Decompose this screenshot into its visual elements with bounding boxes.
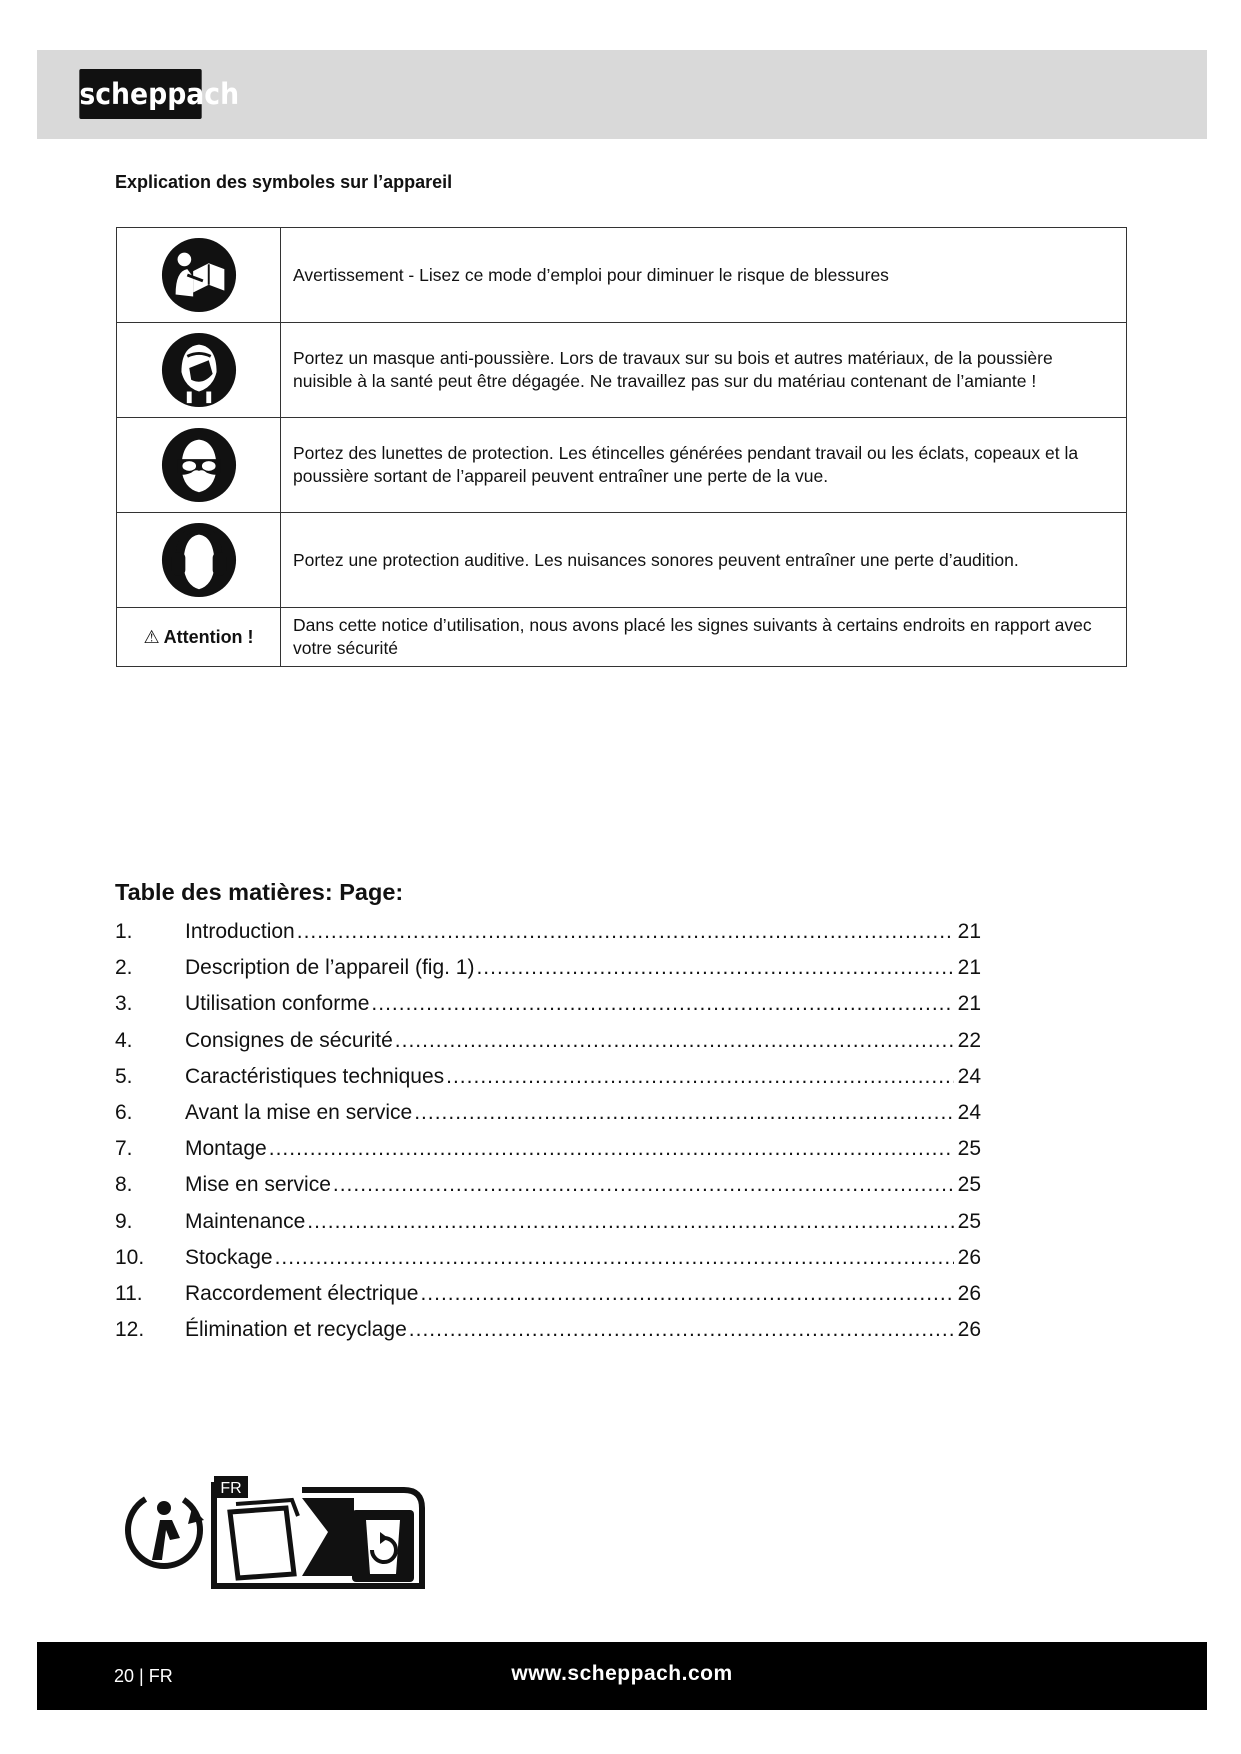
triman-recycling-icon [122, 1468, 432, 1593]
toc-entry-title: Élimination et recyclage [185, 1318, 407, 1342]
toc-entry-title: Maintenance [185, 1209, 306, 1233]
symbol-icon-cell [117, 418, 281, 513]
toc-entry[interactable] [115, 1167, 981, 1203]
website-link[interactable]: www.scheppach.com [511, 1662, 733, 1685]
symbol-description: Portez des lunettes de protection. Les étincelles générées pendant travail ou les éclats, copeaux et la poussière sortant de l’appareil peuvent entraîner une perte de la vue. [281, 418, 1127, 513]
toc-page-number: 24 [957, 1100, 981, 1124]
symbol-row [117, 513, 1127, 608]
attention-description: Dans cette notice d’utilisation, nous avons placé les signes suivants à certains endroits en rapport avec votre sécurité [281, 608, 1127, 667]
toc-page-number: 21 [957, 920, 981, 943]
symbol-description: Portez un masque anti-poussière. Lors de travaux sur su bois et autres matériaux, de la poussière nuisible à la santé peut être dégagée. Ne travaillez pas sur du matériau contenant de l’amiante ! [281, 323, 1127, 418]
toc-number: 2. [115, 956, 133, 980]
toc-leader-dots [333, 1167, 954, 1203]
symbol-icon-cell [117, 228, 281, 323]
symbols-table [116, 227, 1127, 667]
toc-page-number: 25 [957, 1137, 981, 1161]
toc-entry-title: Avant la mise en service [185, 1100, 413, 1124]
toc-entry-title: Mise en service [185, 1173, 331, 1197]
toc-number: 11. [115, 1281, 143, 1305]
toc-page-number: 26 [957, 1281, 981, 1305]
toc-entry[interactable] [115, 1276, 981, 1312]
toc-entry[interactable] [115, 1059, 981, 1095]
toc-number: 4. [115, 1028, 133, 1052]
toc-number: 8. [115, 1173, 133, 1197]
toc-entry-title: Stockage [185, 1245, 273, 1269]
toc-page-number: 22 [957, 1028, 981, 1052]
attention-row [117, 608, 1127, 667]
toc-entry-title: Raccordement électrique [185, 1281, 419, 1305]
symbols-section-title: Explication des symboles sur l’appareil [115, 172, 453, 192]
attention-label [143, 627, 253, 647]
safety-goggles-icon [160, 426, 238, 504]
toc-entry[interactable] [115, 1131, 981, 1167]
toc-leader-dots [409, 1312, 954, 1348]
toc-entry-title: Utilisation conforme [185, 992, 370, 1016]
toc-entry[interactable] [115, 914, 981, 950]
toc-page-number: 26 [957, 1245, 981, 1269]
toc-number: 5. [115, 1064, 133, 1088]
ear-protection-icon [160, 521, 238, 599]
table-of-contents [115, 914, 981, 1348]
toc-entry[interactable] [115, 1312, 981, 1348]
toc-entry[interactable] [115, 1095, 981, 1131]
toc-entry[interactable] [115, 986, 981, 1022]
toc-page-number: 25 [957, 1209, 981, 1233]
toc-leader-dots [297, 914, 954, 950]
dust-mask-icon [160, 331, 238, 409]
read-manual-icon [160, 236, 238, 314]
symbol-icon-cell [117, 323, 281, 418]
toc-number: 12. [115, 1318, 145, 1342]
symbol-description: Avertissement - Lisez ce mode d’emploi pour diminuer le risque de blessures [281, 228, 1127, 323]
toc-leader-dots [269, 1131, 954, 1167]
toc-entry[interactable] [115, 1204, 981, 1240]
toc-number: 3. [115, 992, 133, 1016]
symbol-row [117, 323, 1127, 418]
toc-entry-title: Montage [185, 1137, 267, 1161]
scheppach-logo: scheppach [79, 69, 201, 119]
warning-triangle-icon: ⚠ [143, 626, 160, 647]
symbol-description: Portez une protection auditive. Les nuisances sonores peuvent entraîner une perte d’audition. [281, 513, 1127, 608]
toc-leader-dots [446, 1059, 954, 1095]
triman-country-label: FR [220, 1480, 242, 1497]
toc-leader-dots [371, 986, 953, 1022]
toc-page-number: 21 [957, 992, 981, 1016]
toc-page-number: 21 [957, 956, 981, 980]
toc-number: 10. [115, 1245, 145, 1269]
toc-leader-dots [275, 1240, 954, 1276]
footer-separator: | [139, 1666, 144, 1686]
symbol-row [117, 418, 1127, 513]
toc-entry[interactable] [115, 1240, 981, 1276]
toc-leader-dots [420, 1276, 953, 1312]
toc-number: 9. [115, 1209, 133, 1233]
toc-number: 6. [115, 1100, 133, 1124]
footer-language: FR [148, 1666, 173, 1686]
toc-entry-title: Caractéristiques techniques [185, 1064, 445, 1088]
toc-entry-title: Description de l’appareil (fig. 1) [185, 956, 475, 980]
toc-entry-title: Introduction [185, 920, 295, 943]
symbol-row [117, 228, 1127, 323]
toc-page-number: 24 [957, 1064, 981, 1088]
toc-entry[interactable] [115, 1023, 981, 1059]
attention-label-cell [117, 608, 281, 667]
attention-text: Attention ! [163, 626, 254, 647]
symbol-icon-cell [117, 513, 281, 608]
toc-leader-dots [476, 950, 953, 986]
toc-leader-dots [414, 1095, 953, 1131]
toc-page-number: 25 [957, 1173, 981, 1197]
toc-entry-title: Consignes de sécurité [185, 1028, 393, 1052]
toc-leader-dots [395, 1023, 954, 1059]
toc-title: Table des matières: Page: [115, 879, 404, 905]
toc-number: 1. [115, 920, 133, 943]
header-band [37, 50, 1207, 139]
toc-leader-dots [307, 1204, 953, 1240]
toc-page-number: 26 [957, 1318, 981, 1342]
toc-number: 7. [115, 1137, 133, 1161]
toc-entry[interactable] [115, 950, 981, 986]
footer-band [37, 1642, 1207, 1710]
page-number: 20 [114, 1666, 135, 1686]
